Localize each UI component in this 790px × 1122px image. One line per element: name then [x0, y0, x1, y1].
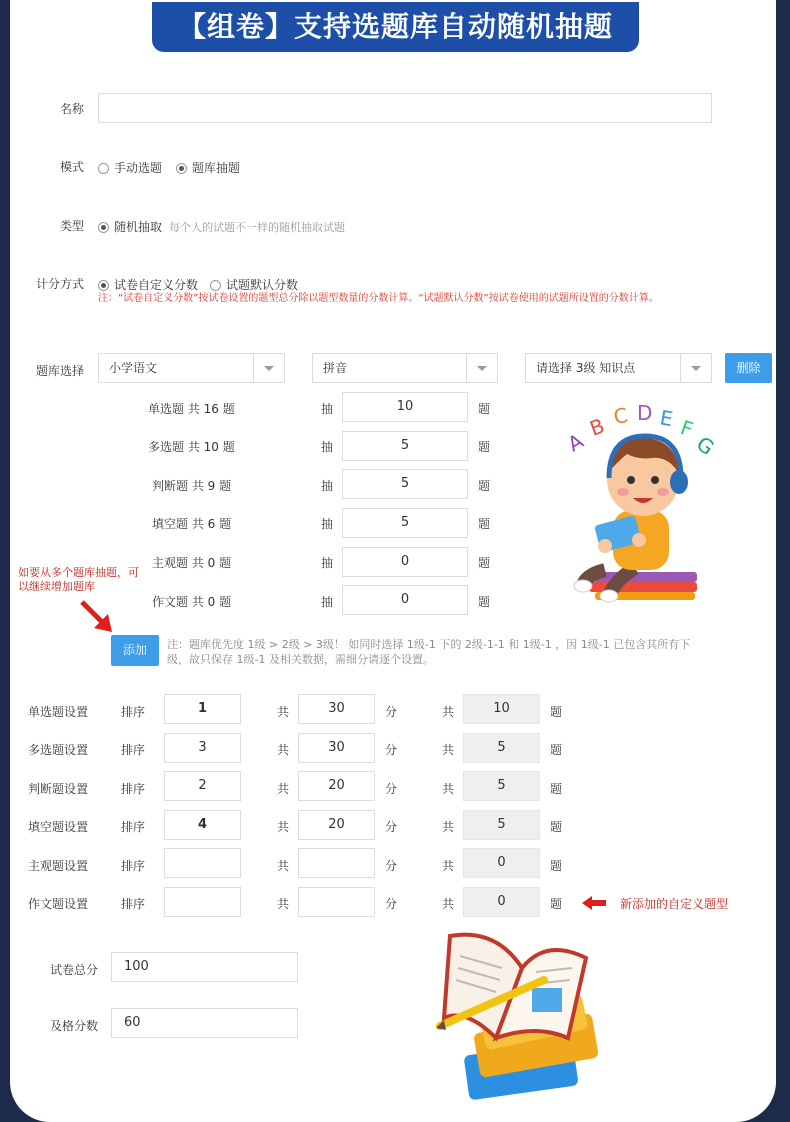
- count-unit: 题: [550, 820, 563, 834]
- question-count-field: 5: [463, 733, 540, 763]
- letter-f: F: [677, 415, 697, 442]
- letter-g: G: [692, 431, 719, 460]
- count-unit: 题: [550, 743, 563, 757]
- draw-count-input[interactable]: 10: [342, 392, 468, 422]
- order-input[interactable]: [164, 848, 241, 878]
- unit-label: 题: [478, 479, 491, 493]
- chevron-down-icon: [253, 354, 284, 382]
- score-note: 注：“试卷自定义分数”按试卷设置的题型总分除以题型数量的分数计算。“试题默认分数”按试卷使用的试题所设置的分数计算。: [98, 293, 659, 304]
- radio-checked-icon: [98, 280, 109, 291]
- score-input[interactable]: 30: [298, 694, 375, 724]
- letter-d: D: [637, 401, 653, 425]
- bank-select-chapter[interactable]: 拼音: [312, 353, 498, 383]
- question-count-field: 0: [463, 887, 540, 917]
- type-hint: 每个人的试题不一样的随机抽取试题: [169, 221, 345, 234]
- total-score-label: 试卷总分: [50, 963, 99, 977]
- bank-row-name: 主观题 共 0 题: [152, 556, 232, 570]
- count-unit: 题: [550, 782, 563, 796]
- order-input[interactable]: [164, 887, 241, 917]
- score-unit: 分: [385, 897, 398, 911]
- score-unit: 分: [385, 820, 398, 834]
- radio-icon: [98, 163, 109, 174]
- draw-count-input[interactable]: 5: [342, 469, 468, 499]
- setting-row-name: 多选题设置: [28, 743, 89, 757]
- score-label: 计分方式: [36, 277, 85, 291]
- radio-icon: [210, 280, 221, 291]
- total-label: 共: [277, 859, 290, 873]
- setting-row-name: 判断题设置: [28, 782, 89, 796]
- count-label: 共: [442, 743, 455, 757]
- score-input[interactable]: [298, 887, 375, 917]
- letter-c: C: [611, 402, 630, 429]
- bank-row-name: 作文题 共 0 题: [152, 595, 232, 609]
- score-unit: 分: [385, 743, 398, 757]
- mode-option-bank[interactable]: 题库抽题: [176, 159, 240, 176]
- letter-b: B: [586, 413, 608, 441]
- count-unit: 题: [550, 897, 563, 911]
- score-input[interactable]: [298, 848, 375, 878]
- question-count-field: 10: [463, 694, 540, 724]
- count-label: 共: [442, 705, 455, 719]
- order-label: 排序: [121, 897, 146, 911]
- setting-row-name: 作文题设置: [28, 897, 89, 911]
- question-count-field: 5: [463, 771, 540, 801]
- draw-label: 抽: [321, 479, 334, 493]
- count-label: 共: [442, 859, 455, 873]
- draw-label: 抽: [321, 595, 334, 609]
- unit-label: 题: [478, 440, 491, 454]
- order-label: 排序: [121, 859, 146, 873]
- unit-label: 题: [478, 517, 491, 531]
- books-illustration: [436, 928, 608, 1110]
- count-unit: 题: [550, 705, 563, 719]
- total-label: 共: [277, 705, 290, 719]
- order-label: 排序: [121, 820, 146, 834]
- unit-label: 题: [478, 402, 491, 416]
- count-unit: 题: [550, 859, 563, 873]
- order-input[interactable]: 3: [164, 733, 241, 763]
- letter-e: E: [658, 405, 675, 432]
- count-label: 共: [442, 897, 455, 911]
- add-note: 注：题库优先度 1级 > 2级 > 3级！ 如同时选择 1级-1 下的 2级-1-1 和 1级-1 ，因 1级-1 已包含其所有下级，故只保存 1级-1 及相关数据，需细分请逐个设置。: [167, 638, 691, 666]
- score-input[interactable]: 30: [298, 733, 375, 763]
- order-label: 排序: [121, 705, 146, 719]
- total-score-input[interactable]: 100: [111, 952, 298, 982]
- type-option-random[interactable]: 随机抽取: [98, 218, 162, 235]
- total-label: 共: [277, 897, 290, 911]
- draw-count-input[interactable]: 0: [342, 547, 468, 577]
- score-input[interactable]: 20: [298, 810, 375, 840]
- callout-text: 如要从多个题库抽题，可以继续增加题库: [18, 566, 139, 593]
- question-count-field: 0: [463, 848, 540, 878]
- mode-label: 模式: [60, 160, 85, 174]
- score-unit: 分: [385, 705, 398, 719]
- order-input[interactable]: 2: [164, 771, 241, 801]
- draw-label: 抽: [321, 402, 334, 416]
- order-label: 排序: [121, 743, 146, 757]
- unit-label: 题: [478, 595, 491, 609]
- pass-score-input[interactable]: 60: [111, 1008, 298, 1038]
- arrow-down-right-icon: [78, 598, 118, 638]
- total-label: 共: [277, 743, 290, 757]
- draw-count-input[interactable]: 0: [342, 585, 468, 615]
- total-label: 共: [277, 820, 290, 834]
- order-input[interactable]: 4: [164, 810, 241, 840]
- draw-count-input[interactable]: 5: [342, 431, 468, 461]
- mode-option-manual[interactable]: 手动选题: [98, 159, 162, 176]
- count-label: 共: [442, 782, 455, 796]
- chevron-down-icon: [466, 354, 497, 382]
- name-label: 名称: [60, 102, 85, 116]
- arrow-left-icon: [582, 896, 608, 910]
- score-option-custom[interactable]: 试卷自定义分数: [98, 276, 198, 293]
- page-banner: 【组卷】支持选题库自动随机抽题: [152, 2, 639, 52]
- bank-select-knowledge[interactable]: 请选择 3级 知识点: [525, 353, 712, 383]
- bank-row-name: 单选题 共 16 题: [148, 402, 235, 416]
- draw-label: 抽: [321, 556, 334, 570]
- score-option-default[interactable]: 试题默认分数: [210, 276, 298, 293]
- setting-row-name: 单选题设置: [28, 705, 89, 719]
- bank-label: 题库选择: [36, 364, 85, 378]
- score-input[interactable]: 20: [298, 771, 375, 801]
- score-unit: 分: [385, 859, 398, 873]
- new-type-note: 新添加的自定义题型: [620, 897, 729, 911]
- unit-label: 题: [478, 556, 491, 570]
- question-count-field: 5: [463, 810, 540, 840]
- count-label: 共: [442, 820, 455, 834]
- draw-count-input[interactable]: 5: [342, 508, 468, 538]
- delete-button[interactable]: 删除: [725, 353, 772, 383]
- type-label: 类型: [60, 219, 85, 233]
- name-input[interactable]: [98, 93, 712, 123]
- add-bank-button[interactable]: 添加: [111, 635, 159, 666]
- setting-row-name: 主观题设置: [28, 859, 89, 873]
- order-label: 排序: [121, 782, 146, 796]
- setting-row-name: 填空题设置: [28, 820, 89, 834]
- bank-select-subject[interactable]: 小学语文: [98, 353, 285, 383]
- radio-checked-icon: [176, 163, 187, 174]
- bank-row-name: 多选题 共 10 题: [148, 440, 235, 454]
- chevron-down-icon: [680, 354, 711, 382]
- order-input[interactable]: 1: [164, 694, 241, 724]
- draw-label: 抽: [321, 440, 334, 454]
- total-label: 共: [277, 782, 290, 796]
- bank-row-name: 判断题 共 9 题: [152, 479, 232, 493]
- radio-checked-icon: [98, 222, 109, 233]
- pass-score-label: 及格分数: [50, 1019, 99, 1033]
- student-illustration: [563, 400, 719, 605]
- draw-label: 抽: [321, 517, 334, 531]
- letter-a: A: [563, 428, 588, 457]
- bank-row-name: 填空题 共 6 题: [152, 517, 232, 531]
- score-unit: 分: [385, 782, 398, 796]
